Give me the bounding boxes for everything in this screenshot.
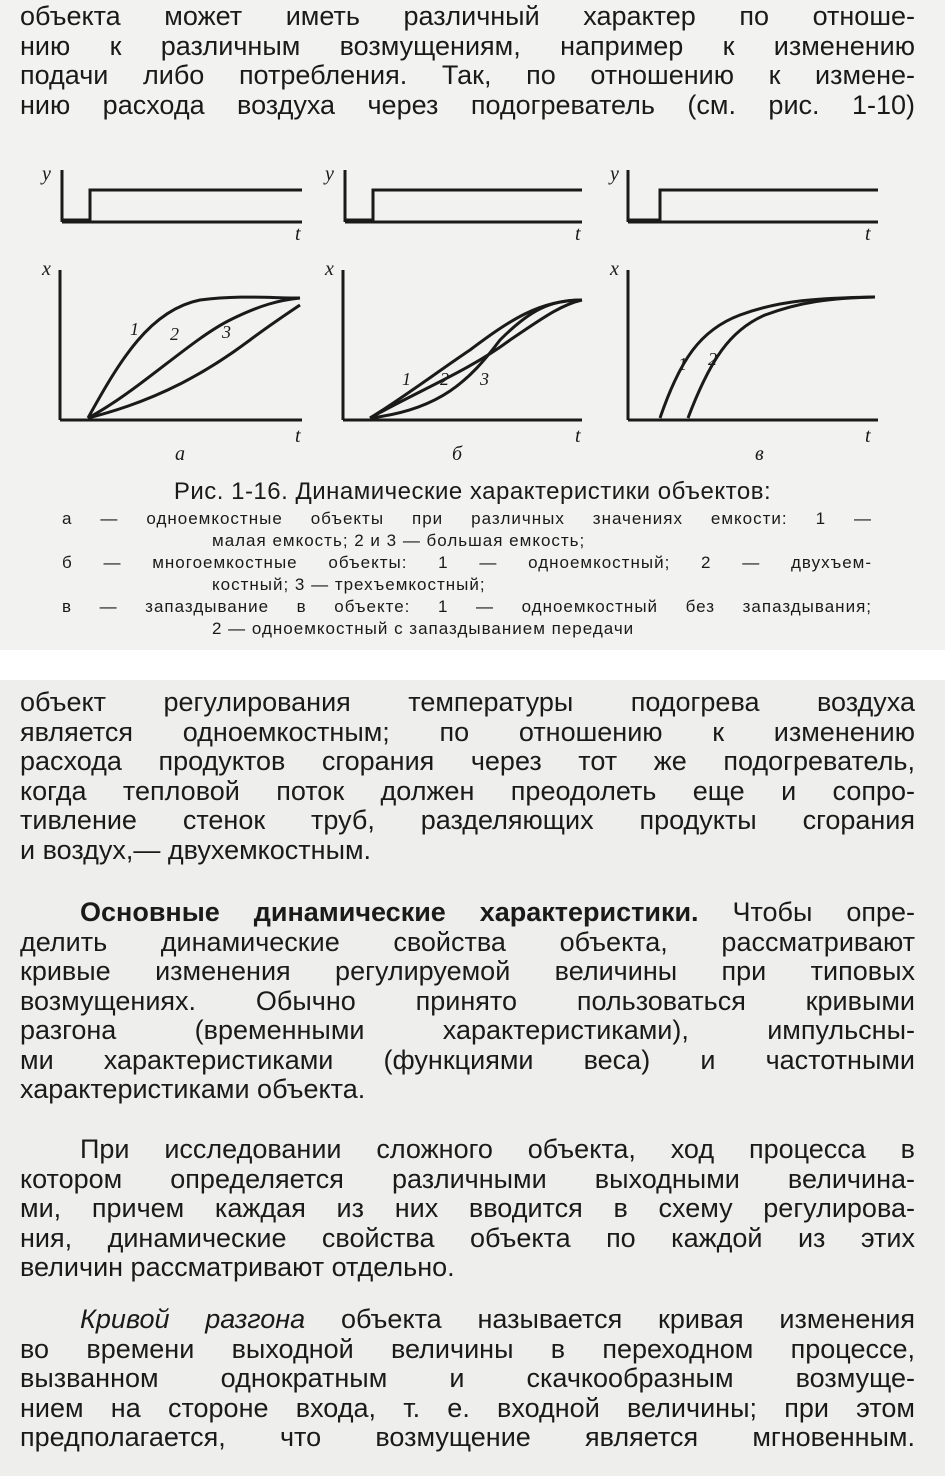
text-line: расхода продуктов сгорания через тот же подогреватель,: [20, 746, 915, 776]
panel-a-y-label: y: [42, 163, 51, 185]
caption-line: костный; 3 — трехъемкостный;: [212, 575, 486, 594]
text-line: объект регулирования температуры подогрева воздуха: [20, 687, 915, 717]
text-line: кривые изменения регулируемой величины при типовых: [20, 956, 915, 986]
text-line: котором определяется различными выходными величина-: [20, 1163, 915, 1194]
panel-b-output-curves: [343, 270, 582, 420]
panel-c-x-label: x: [610, 258, 619, 280]
text-line: во времени выходной величины в переходном процессе,: [20, 1333, 915, 1364]
text-line: [20, 898, 915, 928]
paragraph-3: [20, 1135, 915, 1283]
curve-label: 3: [222, 322, 231, 342]
curve-label: 1: [678, 354, 687, 374]
text-line: подачи либо потребления. Так, по отношению к измене-: [20, 60, 915, 90]
figure-caption-body: [62, 508, 872, 640]
panel-b-t-label-2: t: [575, 425, 581, 447]
panel-b-t-label: t: [575, 223, 581, 245]
top-section: [0, 0, 945, 650]
text-line: когда тепловой поток должен преодолеть еще и сопро-: [20, 775, 915, 806]
text-line: является одноемкостным; по отношению к изменению: [20, 716, 915, 747]
panel-a-input-step: [62, 170, 302, 222]
section-heading: Основные динамические характеристики.: [80, 897, 699, 927]
panel-c-output-curves: [628, 270, 878, 420]
text-line: [20, 1305, 915, 1335]
text-line: предполагается, что возмущение является мгновенным.: [20, 1422, 915, 1452]
curve-label: 2: [708, 349, 717, 369]
curve-label: 2: [440, 369, 449, 389]
text-line: объекта может иметь различный характер по отноше-: [20, 1, 915, 31]
text-line: величин рассматривают отдельно.: [20, 1252, 455, 1282]
panel-b-x-label: x: [325, 258, 334, 280]
caption-line: 2 — одноемкостный с запаздыванием передачи: [212, 619, 635, 638]
text-line: ми характеристиками (функциями веса) и частотными: [20, 1044, 915, 1075]
term: Кривой разгона: [80, 1304, 306, 1334]
text-line: ми, причем каждая из них вводится в схему регулирова-: [20, 1193, 915, 1223]
curve-label: 3: [480, 369, 489, 389]
text-line: возмущениях. Обычно принято пользоваться кривыми: [20, 985, 915, 1016]
panel-a-x-label: x: [42, 258, 51, 280]
panel-a-t-label-2: t: [295, 425, 301, 447]
caption-line: б — многоемкостные объекты: 1 — одноемкостный; 2 — двухъем-: [62, 553, 872, 572]
panel-b-sublabel: б: [452, 443, 463, 465]
curve-label: 1: [402, 369, 411, 389]
panel-a-output-curves: [60, 270, 302, 420]
text-line: характеристиками объекта.: [20, 1074, 366, 1104]
caption-line: а — одноемкостные объекты при различных значениях емкости: 1 —: [62, 509, 872, 528]
panel-c-input-step: [628, 170, 878, 222]
text-line: нию к различным возмущениям, например к изменению: [20, 30, 915, 61]
text-line: При исследовании сложного объекта, ход процесса в: [80, 1134, 915, 1164]
text-line: разгона (временными характеристиками), импульсны-: [20, 1015, 915, 1045]
panel-c-y-label: y: [610, 163, 619, 185]
text-line: нием на стороне входа, т. е. входной величины; при этом: [20, 1392, 915, 1423]
panel-a-t-label: t: [295, 223, 301, 245]
panel-b-input-step: [345, 170, 582, 222]
paragraph-4: [20, 1305, 915, 1453]
paragraph-2: [20, 898, 915, 1105]
panel-c-t-label: t: [865, 223, 871, 245]
figure-caption-title: Рис. 1-16. Динамические характеристики объектов:: [173, 478, 772, 505]
panel-c-sublabel: в: [755, 443, 764, 465]
curve-label: 1: [130, 319, 139, 339]
caption-line: малая емкость; 2 и 3 — большая емкость;: [212, 531, 586, 550]
text-line: ния, динамические свойства объекта по каждой из этих: [20, 1222, 915, 1253]
top-paragraph: [20, 2, 915, 120]
text-line: и воздух,— двухемкостным.: [20, 834, 372, 865]
figure-1-16: [40, 160, 900, 470]
text-line: делить динамические свойства объекта, рассматривают: [20, 926, 915, 957]
text-run: Чтобы опре-: [732, 897, 915, 927]
panel-c-t-label-2: t: [865, 425, 871, 447]
caption-line: в — запаздывание в объекте: 1 — одноемкостный без запаздывания;: [62, 597, 872, 616]
panel-a-sublabel: а: [175, 443, 185, 465]
text-line: вызванном однократным и скачкообразным возмуще-: [20, 1363, 915, 1393]
paragraph-1: [20, 688, 915, 865]
text-line: тивление стенок труб, разделяющих продукты сгорания: [20, 805, 915, 835]
text-run: объекта называется кривая изменения: [305, 1304, 915, 1334]
text-line: нию расхода воздуха через подогреватель (см. рис. 1-10): [20, 89, 915, 120]
curve-label: 2: [170, 324, 179, 344]
bottom-section: [0, 680, 945, 1476]
panel-b-y-label: y: [325, 163, 334, 185]
